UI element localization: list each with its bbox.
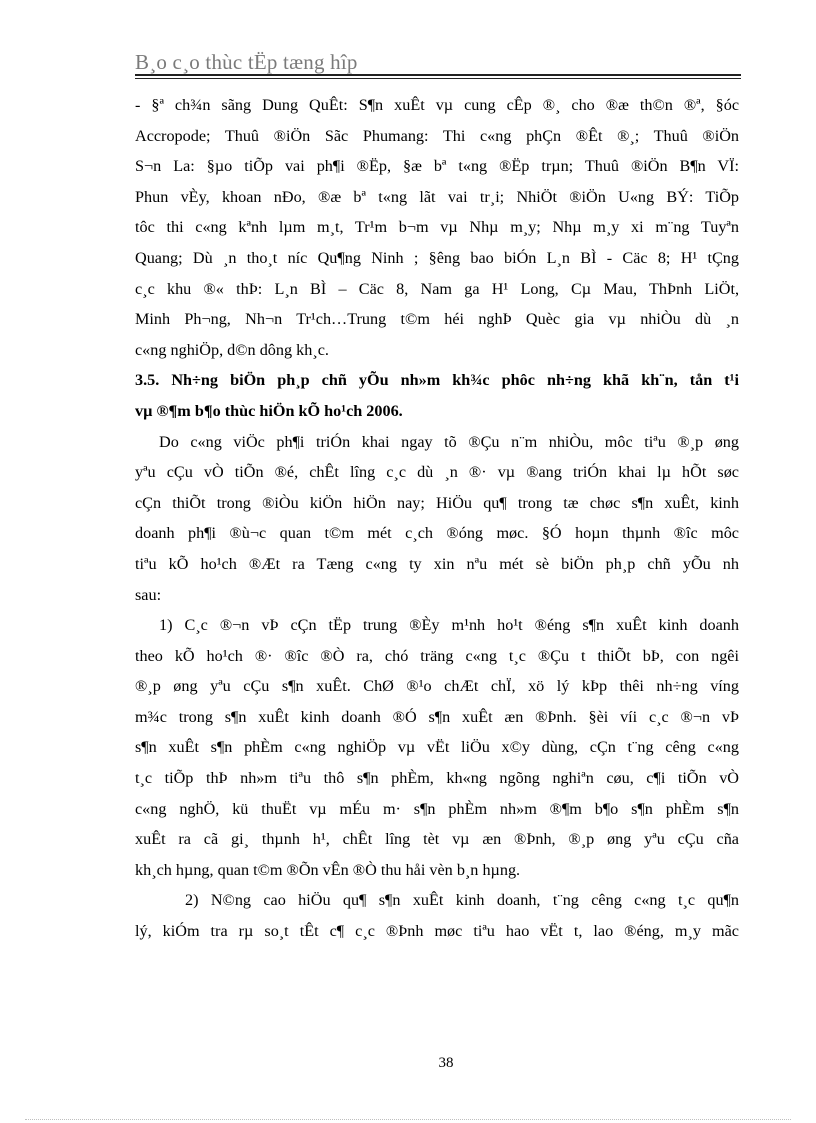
page-bottom-border [25,1119,791,1120]
text-line: c«ng nghÖ, kü thuËt vµ mÉu m· s¶n phÈm nh»m ®¶m b¶o s¶n phÈm s¶n [135,799,739,818]
text-line: m¾c trong s¶n xuÊt kinh doanh ®Ó s¶n xuÊt æn ®Þnh. §èi víi c¸c ®¬n vÞ [135,707,739,726]
text-line: c«ng nghiÖp, d©n dông kh¸c. [135,340,329,359]
text-line: doanh ph¶i ®ù¬c quan t©m mét c¸ch ®óng møc. §Ó hoµn thµnh ®îc môc [135,524,739,543]
body-text [135,90,739,947]
text-line: lý, kiÓm tra rµ so¸t tÊt c¶ c¸c ®Þnh møc tiªu hao vËt t, lao ®éng, m¸y mãc [135,922,739,941]
text-line: - §ª ch¾n sãng Dung QuÊt: S¶n xuÊt vµ cung cÊp ®¸ cho ®æ th©n ®ª, §óc [135,96,739,114]
text-line: 1) C¸c ®¬n vÞ cÇn tËp trung ®Èy m¹nh ho¹t ®éng s¶n xuÊt kinh doanh [159,616,739,635]
header-rule-thin [135,78,741,79]
text-line: xuÊt ra cã gi¸ thµnh h¹, chÊt lîng tèt vµ æn ®Þnh, ®¸p øng yªu cÇu cña [135,830,739,849]
section-heading: vµ ®¶m b¶o thùc hiÖn kÕ ho¹ch 2006. [135,401,403,420]
text-line: Quang; Dù ¸n tho¸t níc Qu¶ng Ninh ; §êng bao biÓn L¸n BÌ - Cäc 8; H¹ tÇng [135,248,739,267]
running-header-title: B¸o c¸o thùc tËp tæng hîp [135,50,358,74]
text-line: 2) N©ng cao hiÖu qu¶ s¶n xuÊt kinh doanh, t¨ng cêng c«ng t¸c qu¶n [185,891,739,910]
text-line: tôc thi c«ng kªnh lµm m¸t, Tr¹m b¬m vµ Nhµ m¸y; Nhµ m¸y xi m¨ng Tuyªn [135,218,739,237]
page-number: 38 [438,1055,454,1071]
text-line: c¸c khu ®« thÞ: L¸n BÌ – Cäc 8, Nam ga H¹ Long, Cµ Mau, ThÞnh LiÖt, [135,279,739,298]
text-line: cÇn thiÕt trong ®iÒu kiÖn hiÖn nay; HiÖu qu¶ trong tæ chøc s¶n xuÊt, kinh [135,493,739,512]
section-heading: 3.5. Nh÷ng biÖn ph¸p chñ yÕu nh»m kh¾c phôc nh÷ng khã kh¨n, tån t¹i [135,371,739,390]
text-line: tiªu kÕ ho¹ch ®Æt ra Tæng c«ng ty xin nªu mét sè biÖn ph¸p chñ yÕu nh [135,554,739,573]
text-line: Minh Ph¬ng, Nh¬n Tr¹ch…Trung t©m héi nghÞ Quèc gia vµ nhiÒu dù ¸n [135,310,739,329]
text-line: S¬n La: §µo tiÕp vai ph¶i ®Ëp, §æ bª t«ng ®Ëp trµn; Thuû ®iÖn B¶n VÏ: [135,157,739,176]
text-line: ®¸p øng yªu cÇu s¶n xuÊt. ChØ ®¹o chÆt chÏ, xö lý kÞp thêi nh÷ng víng [135,677,739,696]
text-line: Do c«ng viÖc ph¶i triÓn khai ngay tõ ®Çu n¨m nhiÒu, môc tiªu ®¸p øng [159,432,739,451]
text-line: Phun vÈy, khoan nÐo, ®æ bª t«ng lãt vai tr¸i; NhiÖt ®iÖn U«ng BÝ: TiÕp [135,187,739,206]
text-line: sau: [135,585,162,604]
header-rule-thick [135,74,741,76]
text-line: yªu cÇu vÒ tiÕn ®é, chÊt lîng c¸c dù ¸n ®· vµ ®ang triÓn khai lµ hÕt søc [135,463,739,482]
text-line: theo kÕ ho¹ch ®· ®îc ®Ò ra, chó träng c«ng t¸c ®Çu t thiÕt bÞ, con ngêi [135,646,739,665]
text-line: s¶n xuÊt s¶n phÈm c«ng nghiÖp vµ vËt liÖu x©y dùng, cÇn t¨ng cêng c«ng [135,738,739,757]
text-line: kh¸ch hµng, quan t©m ®Õn vÊn ®Ò thu håi vèn b¸n hµng. [135,860,521,879]
text-line: t¸c tiÕp thÞ nh»m tiªu thô s¶n phÈm, kh«ng ngõng nghiªn cøu, c¶i tiÕn vÒ [135,769,739,788]
text-line: Accropode; Thuû ®iÖn Sãc Phumang: Thi c«ng phÇn ®Êt ®¸; Thuû ®iÖn [135,126,739,145]
